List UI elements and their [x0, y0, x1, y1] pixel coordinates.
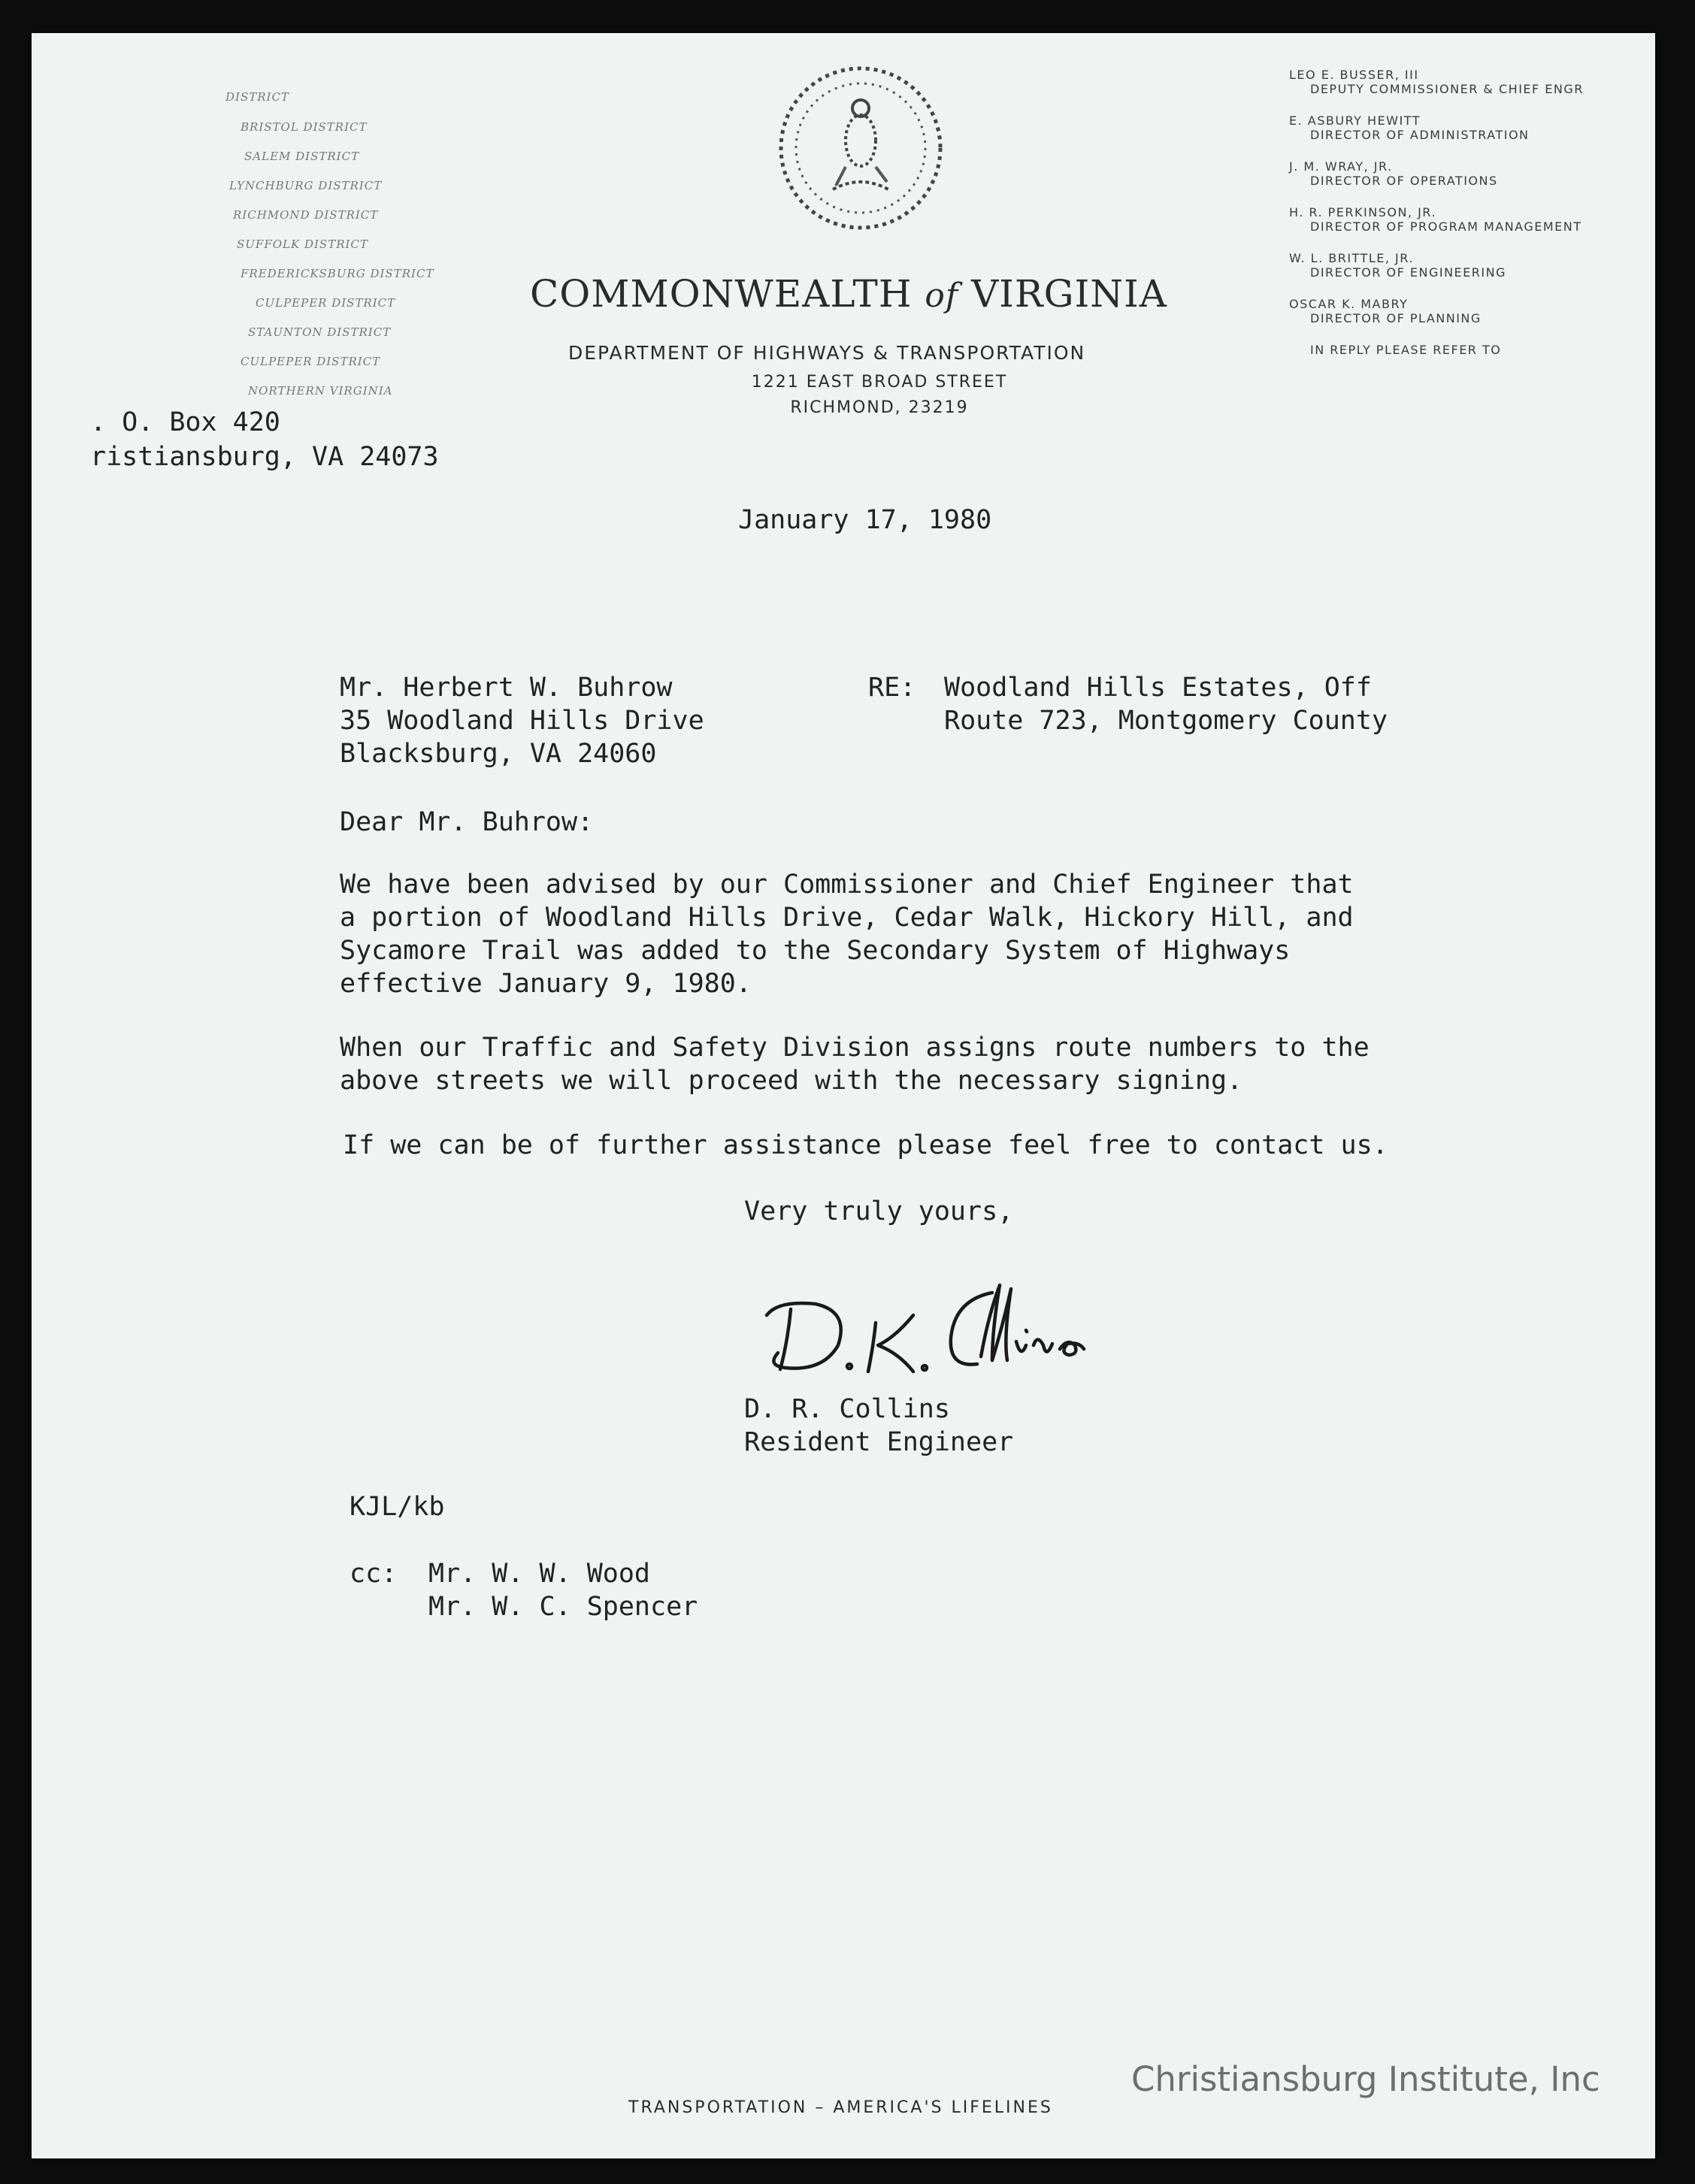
district-line: SALEM DISTRICT: [244, 150, 360, 163]
body-line: We have been advised by our Commissioner and Chief Engineer that: [340, 870, 1354, 900]
title-state: VIRGINIA: [971, 272, 1167, 316]
re-line: Woodland Hills Estates, Off: [944, 673, 1372, 703]
archive-watermark: Christiansburg Institute, Inc: [1131, 2059, 1600, 2099]
recipient-line: 35 Woodland Hills Drive: [340, 706, 704, 736]
staff-name: W. L. BRITTLE, JR.: [1289, 251, 1414, 265]
district-line: CULPEPER DISTRICT: [241, 355, 381, 368]
cc-list: [428, 1557, 698, 1623]
staff-entry: [1289, 297, 1584, 325]
signer-block: [744, 1393, 1013, 1459]
closing: Very truly yours,: [744, 1196, 1014, 1227]
body-paragraph-1: [340, 868, 1354, 1000]
staff-name: E. ASBURY HEWITT: [1289, 113, 1421, 128]
district-line: CULPEPER DISTRICT: [256, 296, 396, 310]
body-line: a portion of Woodland Hills Drive, Cedar Walk, Hickory Hill, and: [340, 903, 1354, 933]
staff-name: OSCAR K. MABRY: [1289, 297, 1409, 311]
letterhead-footer: TRANSPORTATION – AMERICA'S LIFELINES: [628, 2098, 1053, 2117]
department-city: RICHMOND, 23219: [790, 398, 969, 417]
body-line: Sycamore Trail was added to the Secondary System of Highways: [340, 936, 1291, 966]
letterhead-title: [530, 272, 1167, 316]
body-line: above streets we will proceed with the necessary signing.: [340, 1066, 1243, 1096]
district-line: NORTHERN VIRGINIA: [248, 384, 393, 398]
body-line: effective January 9, 1980.: [340, 969, 752, 999]
recipient-line: Blacksburg, VA 24060: [340, 739, 657, 769]
re-line: Route 723, Montgomery County: [944, 706, 1388, 736]
salutation: Dear Mr. Buhrow:: [340, 807, 594, 837]
reply-line: IN REPLY PLEASE REFER TO: [1310, 343, 1502, 357]
staff-title: DIRECTOR OF OPERATIONS: [1310, 174, 1498, 188]
staff-list: [1289, 68, 1584, 357]
re-subject: [944, 671, 1388, 737]
recipient-address: [340, 671, 704, 770]
district-line: LYNCHBURG DISTRICT: [229, 179, 383, 192]
staff-name: LEO E. BUSSER, III: [1289, 68, 1419, 82]
title-of: of: [925, 277, 959, 315]
staff-title: DIRECTOR OF ENGINEERING: [1310, 265, 1506, 280]
staff-entry: [1289, 159, 1584, 188]
re-label: RE:: [868, 673, 916, 703]
department-name: DEPARTMENT OF HIGHWAYS & TRANSPORTATION: [568, 342, 1086, 364]
district-line: RICHMOND DISTRICT: [233, 208, 379, 222]
staff-title: DIRECTOR OF PROGRAM MANAGEMENT: [1310, 219, 1582, 234]
body-paragraph-3: If we can be of further assistance please feel free to contact us.: [343, 1130, 1388, 1160]
district-line: FREDERICKSBURG DISTRICT: [241, 267, 434, 280]
district-line: BRISTOL DISTRICT: [241, 120, 368, 134]
cc-recipient: Mr. W. W. Wood: [428, 1559, 651, 1589]
sender-address-line1: . O. Box 420: [90, 407, 280, 437]
recipient-line: Mr. Herbert W. Buhrow: [340, 673, 673, 703]
signer-name: D. R. Collins: [744, 1394, 950, 1424]
staff-title: DIRECTOR OF ADMINISTRATION: [1310, 128, 1530, 142]
cc-recipient: Mr. W. C. Spencer: [428, 1592, 698, 1622]
staff-entry: [1289, 68, 1584, 96]
staff-title: DEPUTY COMMISSIONER & CHIEF ENGR: [1310, 82, 1584, 96]
department-street: 1221 EAST BROAD STREET: [751, 373, 1008, 392]
staff-entry: [1289, 251, 1584, 280]
staff-entry: [1289, 113, 1584, 142]
sender-address-line2: ristiansburg, VA 24073: [90, 442, 439, 472]
handwritten-signature: [744, 1270, 1120, 1390]
district-line: DISTRICT: [225, 90, 289, 104]
staff-name: J. M. WRAY, JR.: [1289, 159, 1393, 174]
cc-label: cc:: [350, 1559, 398, 1589]
body-line: When our Traffic and Safety Division assigns route numbers to the: [340, 1033, 1370, 1063]
district-line: STAUNTON DISTRICT: [248, 325, 392, 339]
staff-entry: [1289, 205, 1584, 234]
district-line: SUFFOLK DISTRICT: [237, 237, 368, 251]
state-seal-icon: [774, 62, 947, 234]
staff-title: DIRECTOR OF PLANNING: [1310, 311, 1482, 325]
signer-title: Resident Engineer: [744, 1427, 1014, 1457]
staff-name: H. R. PERKINSON, JR.: [1289, 205, 1436, 219]
body-paragraph-2: [340, 1031, 1370, 1097]
letter-date: January 17, 1980: [738, 505, 992, 535]
title-main: COMMONWEALTH: [530, 272, 913, 316]
typist-initials: KJL/kb: [350, 1492, 445, 1522]
